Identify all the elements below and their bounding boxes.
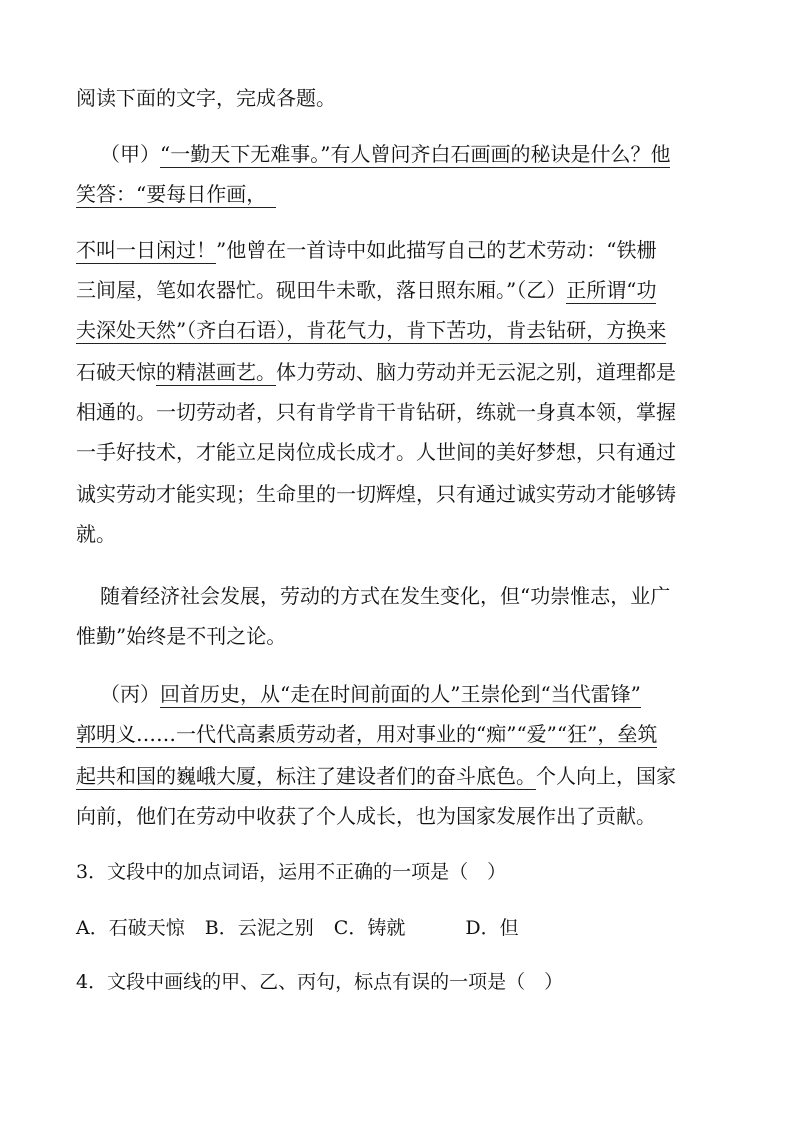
bing-sentence-part-1: 回首历史，从“走在时间前面的人”王崇伦到“当代雷锋”	[160, 682, 641, 706]
option-b[interactable]: B．云泥之别	[204, 917, 314, 939]
bing-sentence-part-3: 起共和国的巍峨大厦，标注了建设者们的奋斗底色。	[76, 764, 536, 788]
question-3-options	[76, 916, 519, 940]
intro-line: 阅读下面的文字，完成各题。	[76, 86, 336, 110]
yi-sentence-part-3: 的精湛画艺。	[156, 360, 276, 384]
para1-line-6	[76, 360, 676, 384]
dotted-word-shipo-tianjing: 石破天惊	[76, 360, 156, 384]
para1-line-7: 相通的。一切劳动者，只有肯学肯干肯钻研，练就一身真本领，掌握	[76, 400, 676, 424]
question-3-stem: 3．文段中的加点词语，运用不正确的一项是（ ）	[76, 861, 507, 883]
jia-line-2	[76, 182, 276, 206]
para1-line-9: 诚实劳动才能实现；生命里的一切辉煌，只有通过诚实劳动才能够铸	[76, 482, 676, 506]
yi-sentence-part-2: 夫深处天然”（齐白石语），肯花气力，肯下苦功，肯去钻研，方换来	[76, 318, 667, 342]
option-d[interactable]: D．但	[465, 917, 519, 939]
para1-line-6-rest: 体力劳动、脑力劳动并无云泥之别，道理都是	[276, 360, 676, 384]
para1-line-8: 一手好技术，才能立足岗位成长成才。人世间的美好梦想，只有通过	[76, 440, 676, 464]
jia-line-3-rest: ”他曾在一首诗中如此描写自己的艺术劳动：“铁栅	[216, 238, 657, 262]
jia-line-3	[76, 238, 656, 262]
para2-line-2: 惟勤”始终是不刊之论。	[76, 624, 287, 648]
para1-line-4-text: 三间屋，笔如农器忙。砚田牛未歌，落日照东厢。”（乙）	[76, 278, 567, 302]
para1-line-10: 就。	[76, 522, 116, 546]
para2-line-1: 随着经济社会发展，劳动的方式在发生变化，但“功崇惟志，业广	[100, 584, 671, 608]
option-c[interactable]: C．铸就	[333, 917, 406, 939]
jia-sentence-part-3: 不叫一日闲过！	[76, 238, 216, 262]
yi-sentence-part-1: 正所谓“功	[566, 278, 657, 302]
bing-label: （丙）	[100, 682, 160, 706]
jia-sentence-part-2: 笑答：“要每日作画，	[76, 182, 257, 206]
jia-sentence-part-1: “一勤天下无难事。”有人曾问齐白石画画的秘诀是什么？他	[160, 142, 671, 166]
bing-line-1	[100, 682, 641, 706]
question-4-stem: 4．文段中画线的甲、乙、丙句，标点有误的一项是（ ）	[76, 971, 564, 993]
jia-label: （甲）	[100, 142, 160, 166]
bing-line-2	[76, 722, 657, 746]
para1-line-4	[76, 278, 656, 302]
bing-sentence-part-2: 郭明义……一代代高素质劳动者，用对事业的“痴”“爱”“狂”，垒筑	[76, 722, 658, 746]
option-a[interactable]: A．石破天惊	[76, 917, 185, 939]
bing-line-3-rest: 个人向上，国家	[536, 764, 676, 788]
para1-line-5	[76, 318, 666, 342]
bing-line-3	[76, 764, 676, 788]
bing-line-4: 向前，他们在劳动中收获了个人成长，也为国家发展作出了贡献。	[76, 804, 656, 828]
jia-line-1	[100, 142, 670, 166]
